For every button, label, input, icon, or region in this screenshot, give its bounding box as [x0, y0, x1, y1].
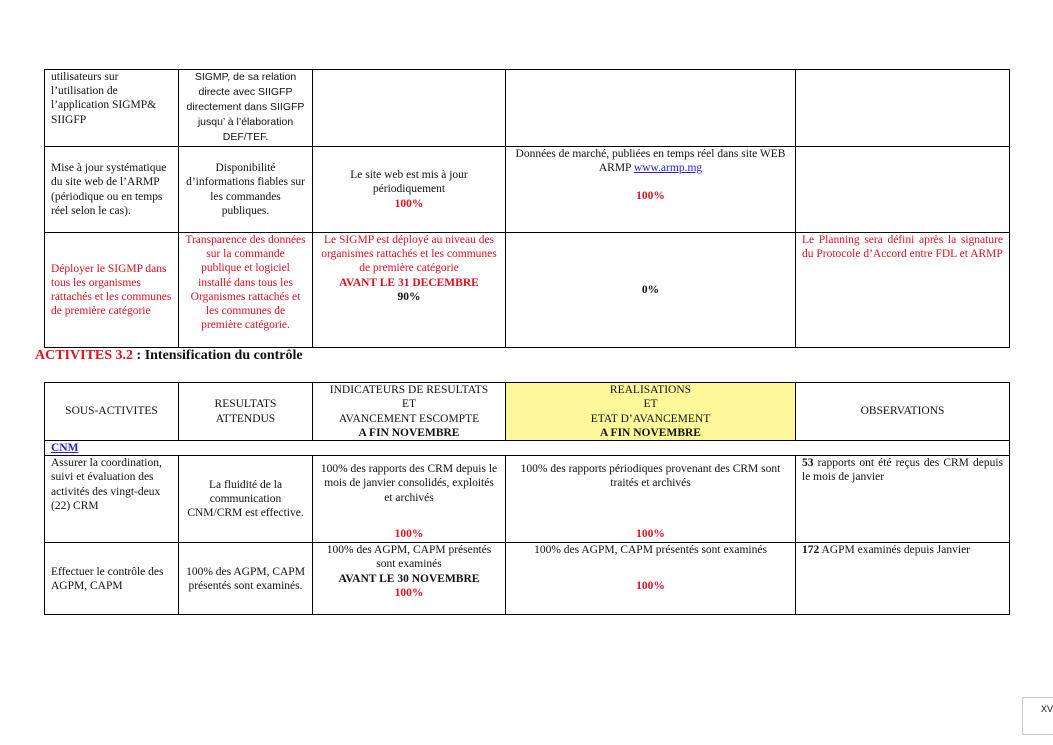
observations-cell — [796, 543, 1010, 615]
realisations-cell — [506, 543, 796, 615]
header-line: A FIN NOVEMBRE — [600, 426, 701, 439]
progress-percent: 90% — [397, 290, 421, 303]
table-row — [45, 147, 1010, 233]
observation-count: 53 — [802, 457, 814, 470]
progress-percent: 100% — [636, 190, 665, 203]
indicateurs-cell — [313, 70, 506, 147]
progress-percent: 100% — [636, 580, 665, 593]
observations-cell: Le Planning sera défini après la signature du Protocole d’Accord entre FDL et ARMP — [796, 233, 1010, 348]
table-row — [45, 233, 1010, 348]
header-resultats: RESULTATS ATTENDUS — [179, 383, 313, 441]
activities-table-3-2 — [44, 382, 1010, 615]
realisations-cell — [506, 70, 796, 147]
realisations-cell: 0% — [506, 233, 796, 348]
indicateurs-text: Le SIGMP est déployé au niveau des organismes rattachés et les communes de première catégorie — [321, 234, 497, 275]
group-row — [45, 441, 1010, 456]
page-number-box — [1022, 697, 1053, 735]
header-sous-activites: SOUS-ACTIVITES — [45, 383, 179, 441]
section-heading — [35, 348, 303, 364]
realisations-text: Données de marché, publiées en temps réel dans site WEB ARMP — [515, 148, 786, 175]
resultats-cell: 100% des AGPM, CAPM présentés sont examinés. — [179, 543, 313, 615]
indicateurs-cell — [313, 543, 506, 615]
observations-cell — [796, 147, 1010, 233]
progress-percent: 100% — [394, 586, 424, 599]
header-line: INDICATEURS DE RESULTATS — [329, 384, 489, 397]
deadline: AVANT LE 31 DECEMBRE — [339, 276, 479, 289]
indicateurs-cell — [313, 233, 506, 348]
header-line: A FIN NOVEMBRE — [358, 426, 460, 439]
armp-website-link[interactable]: www.armp.mg — [633, 162, 703, 175]
resultats-cell: Disponibilité d’informations fiables sur les commandes publiques. — [179, 147, 313, 233]
sous-activite-cell: utilisateurs sur l’utilisation de l’application SIGMP& SIIGFP — [45, 70, 179, 147]
indicateurs-text: 100% des AGPM, CAPM présentés sont examinés — [326, 544, 492, 571]
resultats-cell: La fluidité de la communication CNM/CRM est effective. — [179, 456, 313, 543]
header-realisations — [506, 383, 796, 441]
header-line: ETAT D’AVANCEMENT — [590, 412, 711, 425]
resultats-cell: Transparence des données sur la commande publique et logiciel installé dans tous les Organismes rattachés et les communes de première catégorie. — [179, 233, 313, 348]
section-title: : Intensification du contrôle — [133, 348, 303, 363]
sous-activite-cell: Effectuer le contrôle des AGPM, CAPM — [45, 543, 179, 615]
page-number: XV — [1041, 704, 1053, 714]
table-row — [45, 543, 1010, 615]
deadline: AVANT LE 30 NOVEMBRE — [338, 572, 480, 585]
sous-activite-cell: Déployer le SIGMP dans tous les organismes rattachés et les communes de première catégorie — [45, 233, 179, 348]
indicateurs-text: 100% des rapports des CRM depuis le mois de janvier consolidés, exploités et archivés — [320, 463, 498, 504]
realisations-text: 100% des rapports périodiques provenant des CRM sont traités et archivés — [520, 463, 781, 490]
activities-table-continued — [44, 69, 1010, 348]
indicateurs-cell — [313, 147, 506, 233]
table-row — [45, 70, 1010, 147]
sous-activite-cell: Assurer la coordination, suivi et évaluation des activités des vingt-deux (22) CRM — [45, 456, 179, 543]
observations-cell — [796, 456, 1010, 543]
observation-count: 172 — [802, 544, 820, 557]
group-label-cnm[interactable]: CNM — [51, 442, 79, 454]
progress-percent: 100% — [636, 527, 665, 540]
header-row — [45, 383, 1010, 441]
realisations-cell — [506, 147, 796, 233]
sous-activite-cell: Mise à jour systématique du site web de l’ARMP (périodique ou en temps réel selon le cas). — [45, 147, 179, 233]
realisations-text: 100% des AGPM, CAPM présentés sont examinés — [534, 544, 767, 557]
header-line: AVANCEMENT ESCOMPTE — [338, 412, 480, 425]
indicateurs-cell — [313, 456, 506, 543]
header-line: REALISATIONS — [609, 384, 692, 397]
indicateurs-text: Le site web est mis à jour périodiquement — [350, 169, 468, 196]
realisations-cell — [506, 456, 796, 543]
section-code: ACTIVITES 3.2 — [35, 348, 134, 363]
header-indicateurs — [313, 383, 506, 441]
table-row — [45, 456, 1010, 543]
progress-percent: 100% — [394, 197, 424, 210]
observation-text: AGPM examinés depuis Janvier — [819, 544, 971, 557]
progress-percent: 100% — [394, 527, 424, 540]
header-observations: OBSERVATIONS — [796, 383, 1010, 441]
observation-text: rapports ont été reçus des CRM depuis le mois de janvier — [802, 457, 1003, 484]
observations-cell — [796, 70, 1010, 147]
header-line: ET — [643, 398, 658, 411]
resultats-cell: SIGMP, de sa relation directe avec SIIGFP directement dans SIIGFP jusqu’ à l’élaboration DEF/TEF. — [179, 70, 313, 147]
header-line: ET — [401, 398, 417, 411]
